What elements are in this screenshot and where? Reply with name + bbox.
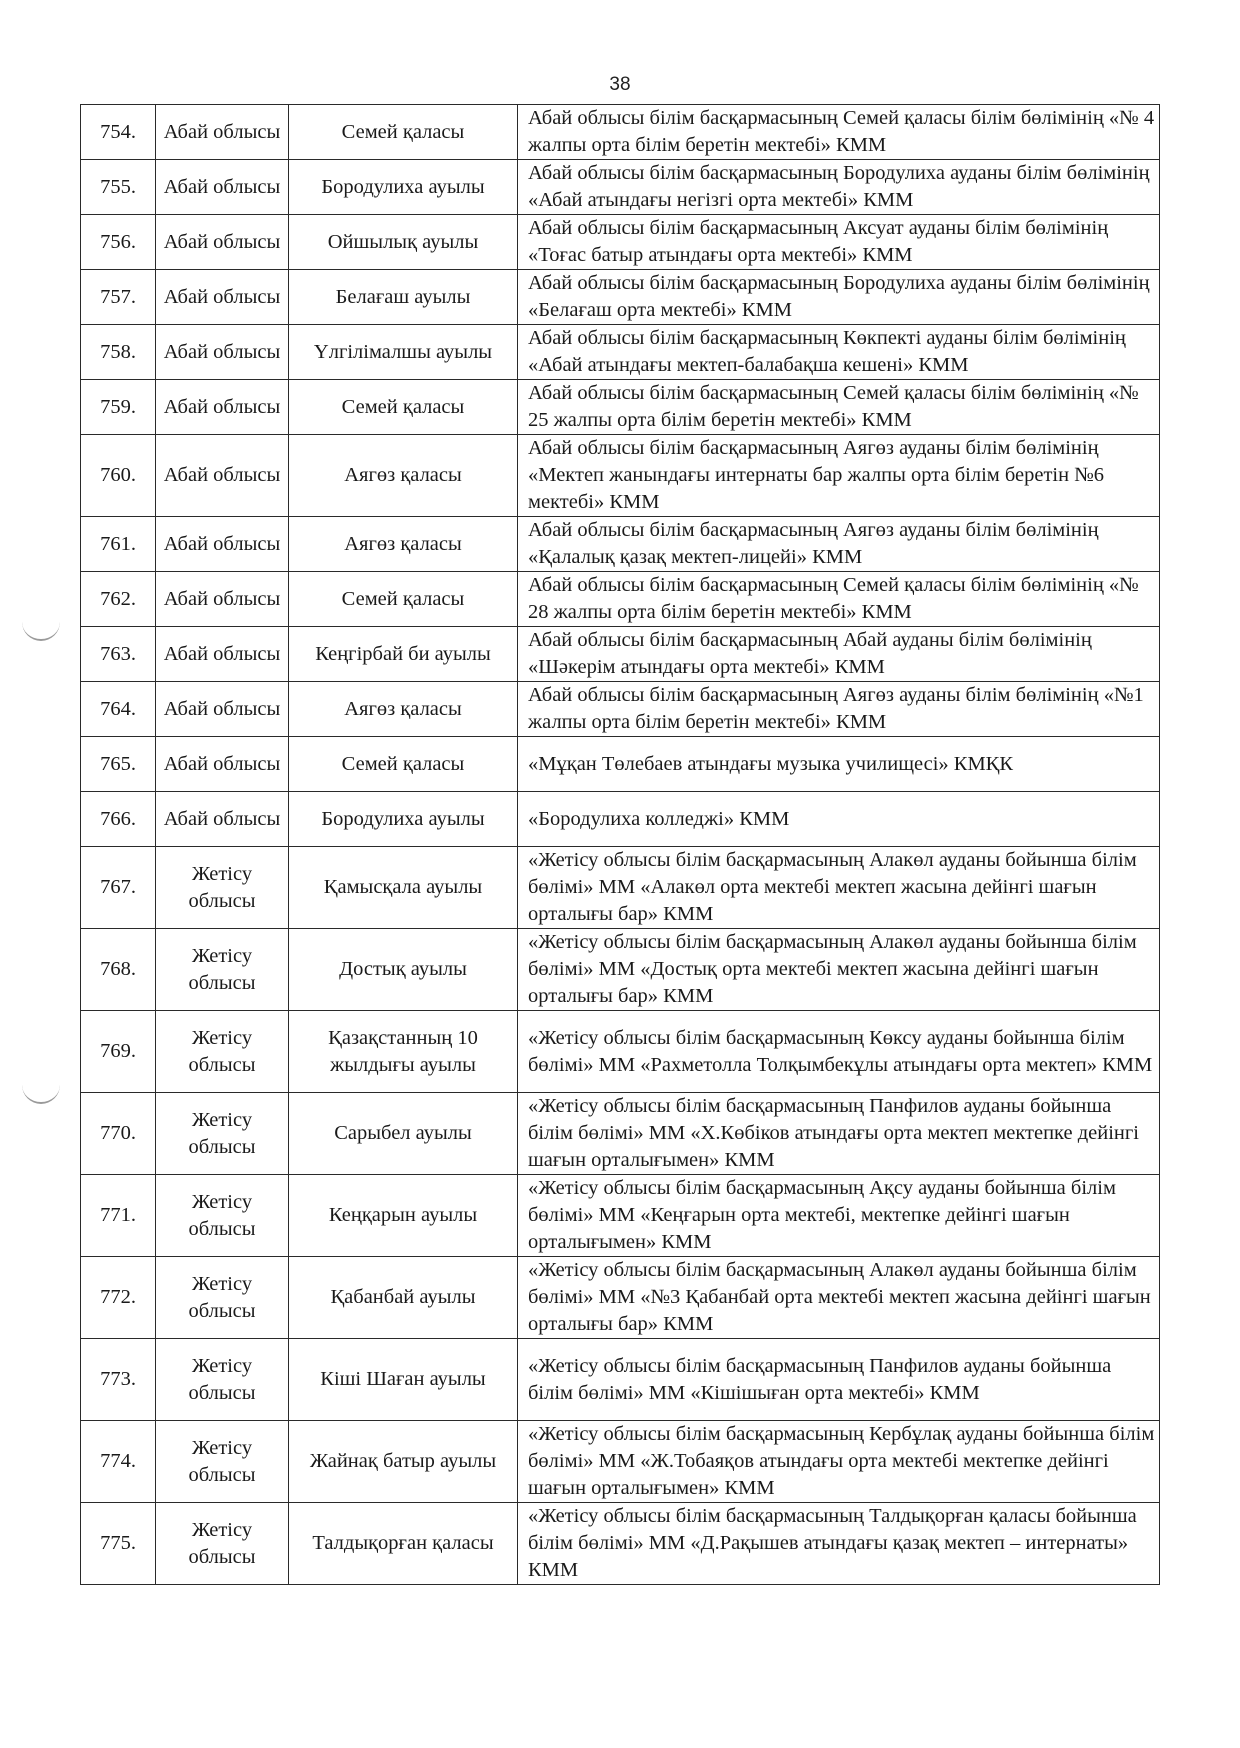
table-row: [81, 325, 1160, 380]
locality-cell: Аягөз қаласы: [289, 682, 518, 737]
organization-cell: «Бородулиха колледжі» КММ: [518, 792, 1160, 847]
table-row: [81, 1421, 1160, 1503]
locality-cell: Бородулиха ауылы: [289, 792, 518, 847]
locality-cell: Сарыбел ауылы: [289, 1093, 518, 1175]
region-cell: Абай облысы: [156, 682, 289, 737]
row-number: 764.: [81, 682, 156, 737]
organization-cell: «Жетісу облысы білім басқармасының Кербұлақ ауданы бойынша білім бөлімі» ММ «Ж.Тобаяқов атындағы орта мектебі мектепке дейінгі шағын орталығымен» КММ: [518, 1421, 1160, 1503]
table-row: [81, 1339, 1160, 1421]
row-number: 765.: [81, 737, 156, 792]
locality-cell: Аягөз қаласы: [289, 435, 518, 517]
organization-cell: «Жетісу облысы білім басқармасының Панфилов ауданы бойынша білім бөлімі» ММ «Кішішыған орта мектебі» КММ: [518, 1339, 1160, 1421]
table-row: [81, 517, 1160, 572]
table-row: [81, 160, 1160, 215]
region-cell: Жетісу облысы: [156, 1503, 289, 1585]
organization-cell: Абай облысы білім басқармасының Семей қаласы білім бөлімінің «№ 4 жалпы орта білім беретін мектебі» КММ: [518, 105, 1160, 160]
locality-cell: Қамысқала ауылы: [289, 847, 518, 929]
region-cell: Абай облысы: [156, 572, 289, 627]
table-row: [81, 1011, 1160, 1093]
region-cell: Абай облысы: [156, 105, 289, 160]
region-cell: Жетісу облысы: [156, 1339, 289, 1421]
table-row: [81, 929, 1160, 1011]
table-row: [81, 215, 1160, 270]
locality-cell: Аягөз қаласы: [289, 517, 518, 572]
locality-cell: Семей қаласы: [289, 737, 518, 792]
row-number: 775.: [81, 1503, 156, 1585]
region-cell: Жетісу облысы: [156, 1421, 289, 1503]
region-cell: Жетісу облысы: [156, 1011, 289, 1093]
table-row: [81, 682, 1160, 737]
table-row: [81, 270, 1160, 325]
row-number: 760.: [81, 435, 156, 517]
row-number: 759.: [81, 380, 156, 435]
region-cell: Абай облысы: [156, 517, 289, 572]
locality-cell: Кеңқарын ауылы: [289, 1175, 518, 1257]
row-number: 754.: [81, 105, 156, 160]
locality-cell: Ойшылық ауылы: [289, 215, 518, 270]
organization-cell: Абай облысы білім басқармасының Бородулиха ауданы білім бөлімінің «Белағаш орта мектебі» КММ: [518, 270, 1160, 325]
table-row: [81, 572, 1160, 627]
organization-cell: «Жетісу облысы білім басқармасының Алакөл ауданы бойынша білім бөлімі» ММ «Алакөл орта мектебі мектеп жасына дейінгі шағын орталығы бар» КММ: [518, 847, 1160, 929]
region-cell: Жетісу облысы: [156, 847, 289, 929]
organization-cell: Абай облысы білім басқармасының Бородулиха ауданы білім бөлімінің «Абай атындағы негізгі орта мектебі» КММ: [518, 160, 1160, 215]
row-number: 766.: [81, 792, 156, 847]
locality-cell: Кеңгірбай би ауылы: [289, 627, 518, 682]
table-row: [81, 1175, 1160, 1257]
row-number: 756.: [81, 215, 156, 270]
locality-cell: Үлгілімалшы ауылы: [289, 325, 518, 380]
locality-cell: Қабанбай ауылы: [289, 1257, 518, 1339]
locality-cell: Белағаш ауылы: [289, 270, 518, 325]
table-row: [81, 627, 1160, 682]
organization-cell: Абай облысы білім басқармасының Аягөз ауданы білім бөлімінің «№1 жалпы орта білім беретін мектебі» КММ: [518, 682, 1160, 737]
region-cell: Абай облысы: [156, 737, 289, 792]
row-number: 757.: [81, 270, 156, 325]
organization-cell: Абай облысы білім басқармасының Көкпекті ауданы білім бөлімінің «Абай атындағы мектеп-балабақша кешені» КММ: [518, 325, 1160, 380]
region-cell: Жетісу облысы: [156, 1093, 289, 1175]
organization-cell: «Жетісу облысы білім басқармасының Алакөл ауданы бойынша білім бөлімі» ММ «№3 Қабанбай орта мектебі мектеп жасына дейінгі шағын орталығы бар» КММ: [518, 1257, 1160, 1339]
organization-cell: Абай облысы білім басқармасының Аягөз ауданы білім бөлімінің «Қалалық қазақ мектеп-лицейі» КММ: [518, 517, 1160, 572]
locality-cell: Жайнақ батыр ауылы: [289, 1421, 518, 1503]
region-cell: Жетісу облысы: [156, 929, 289, 1011]
row-number: 767.: [81, 847, 156, 929]
locality-cell: Қазақстанның 10 жылдығы ауылы: [289, 1011, 518, 1093]
locality-cell: Кіші Шаған ауылы: [289, 1339, 518, 1421]
region-cell: Жетісу облысы: [156, 1257, 289, 1339]
region-cell: Абай облысы: [156, 325, 289, 380]
row-number: 772.: [81, 1257, 156, 1339]
organization-cell: Абай облысы білім басқармасының Аксуат ауданы білім бөлімінің «Тоғас батыр атындағы орта мектебі» КММ: [518, 215, 1160, 270]
region-cell: Жетісу облысы: [156, 1175, 289, 1257]
organization-cell: Абай облысы білім басқармасының Семей қаласы білім бөлімінің «№ 28 жалпы орта білім беретін мектебі» КММ: [518, 572, 1160, 627]
organization-cell: «Мұқан Төлебаев атындағы музыка училищесі» КМҚК: [518, 737, 1160, 792]
table-row: [81, 1093, 1160, 1175]
row-number: 771.: [81, 1175, 156, 1257]
locality-cell: Бородулиха ауылы: [289, 160, 518, 215]
table-row: [81, 847, 1160, 929]
page-number: 38: [609, 74, 631, 95]
locality-cell: Семей қаласы: [289, 572, 518, 627]
table-row: [81, 435, 1160, 517]
row-number: 758.: [81, 325, 156, 380]
table-row: [81, 792, 1160, 847]
region-cell: Абай облысы: [156, 627, 289, 682]
region-cell: Абай облысы: [156, 435, 289, 517]
region-cell: Абай облысы: [156, 792, 289, 847]
organization-cell: «Жетісу облысы білім басқармасының Көксу ауданы бойынша білім бөлімі» ММ «Рахметолла Толқымбекұлы атындағы орта мектеп» КММ: [518, 1011, 1160, 1093]
organization-cell: «Жетісу облысы білім басқармасының Панфилов ауданы бойынша білім бөлімі» ММ «Х.Көбіков атындағы орта мектеп мектепке дейінгі шағын орталығымен» КММ: [518, 1093, 1160, 1175]
row-number: 769.: [81, 1011, 156, 1093]
locality-cell: Талдықорған қаласы: [289, 1503, 518, 1585]
row-number: 768.: [81, 929, 156, 1011]
row-number: 774.: [81, 1421, 156, 1503]
punch-hole-mark: [22, 615, 60, 641]
locality-cell: Семей қаласы: [289, 380, 518, 435]
row-number: 770.: [81, 1093, 156, 1175]
row-number: 763.: [81, 627, 156, 682]
organization-cell: «Жетісу облысы білім басқармасының Ақсу ауданы бойынша білім бөлімі» ММ «Кеңғарын орта мектебі, мектепке дейінгі шағын орталығымен» КММ: [518, 1175, 1160, 1257]
region-cell: Абай облысы: [156, 215, 289, 270]
region-cell: Абай облысы: [156, 380, 289, 435]
table-row: [81, 105, 1160, 160]
table-row: [81, 1503, 1160, 1585]
table-row: [81, 737, 1160, 792]
region-cell: Абай облысы: [156, 270, 289, 325]
region-cell: Абай облысы: [156, 160, 289, 215]
row-number: 762.: [81, 572, 156, 627]
locality-cell: Семей қаласы: [289, 105, 518, 160]
organization-cell: Абай облысы білім басқармасының Абай ауданы білім бөлімінің «Шәкерім атындағы орта мектебі» КММ: [518, 627, 1160, 682]
punch-hole-mark: [22, 1078, 60, 1104]
organization-cell: «Жетісу облысы білім басқармасының Талдықорған қаласы бойынша білім бөлімі» ММ «Д.Рақышев атындағы қазақ мектеп – интернаты» КММ: [518, 1503, 1160, 1585]
organization-cell: Абай облысы білім басқармасының Семей қаласы білім бөлімінің «№ 25 жалпы орта білім беретін мектебі» КММ: [518, 380, 1160, 435]
table-row: [81, 1257, 1160, 1339]
table-row: [81, 380, 1160, 435]
row-number: 755.: [81, 160, 156, 215]
organization-cell: «Жетісу облысы білім басқармасының Алакөл ауданы бойынша білім бөлімі» ММ «Достық орта мектебі мектеп жасына дейінгі шағын орталығы бар» КММ: [518, 929, 1160, 1011]
row-number: 761.: [81, 517, 156, 572]
locality-cell: Достық ауылы: [289, 929, 518, 1011]
schools-table: [80, 104, 1160, 1585]
organization-cell: Абай облысы білім басқармасының Аягөз ауданы білім бөлімінің «Мектеп жанындағы интернаты бар жалпы орта білім беретін №6 мектебі» КММ: [518, 435, 1160, 517]
row-number: 773.: [81, 1339, 156, 1421]
